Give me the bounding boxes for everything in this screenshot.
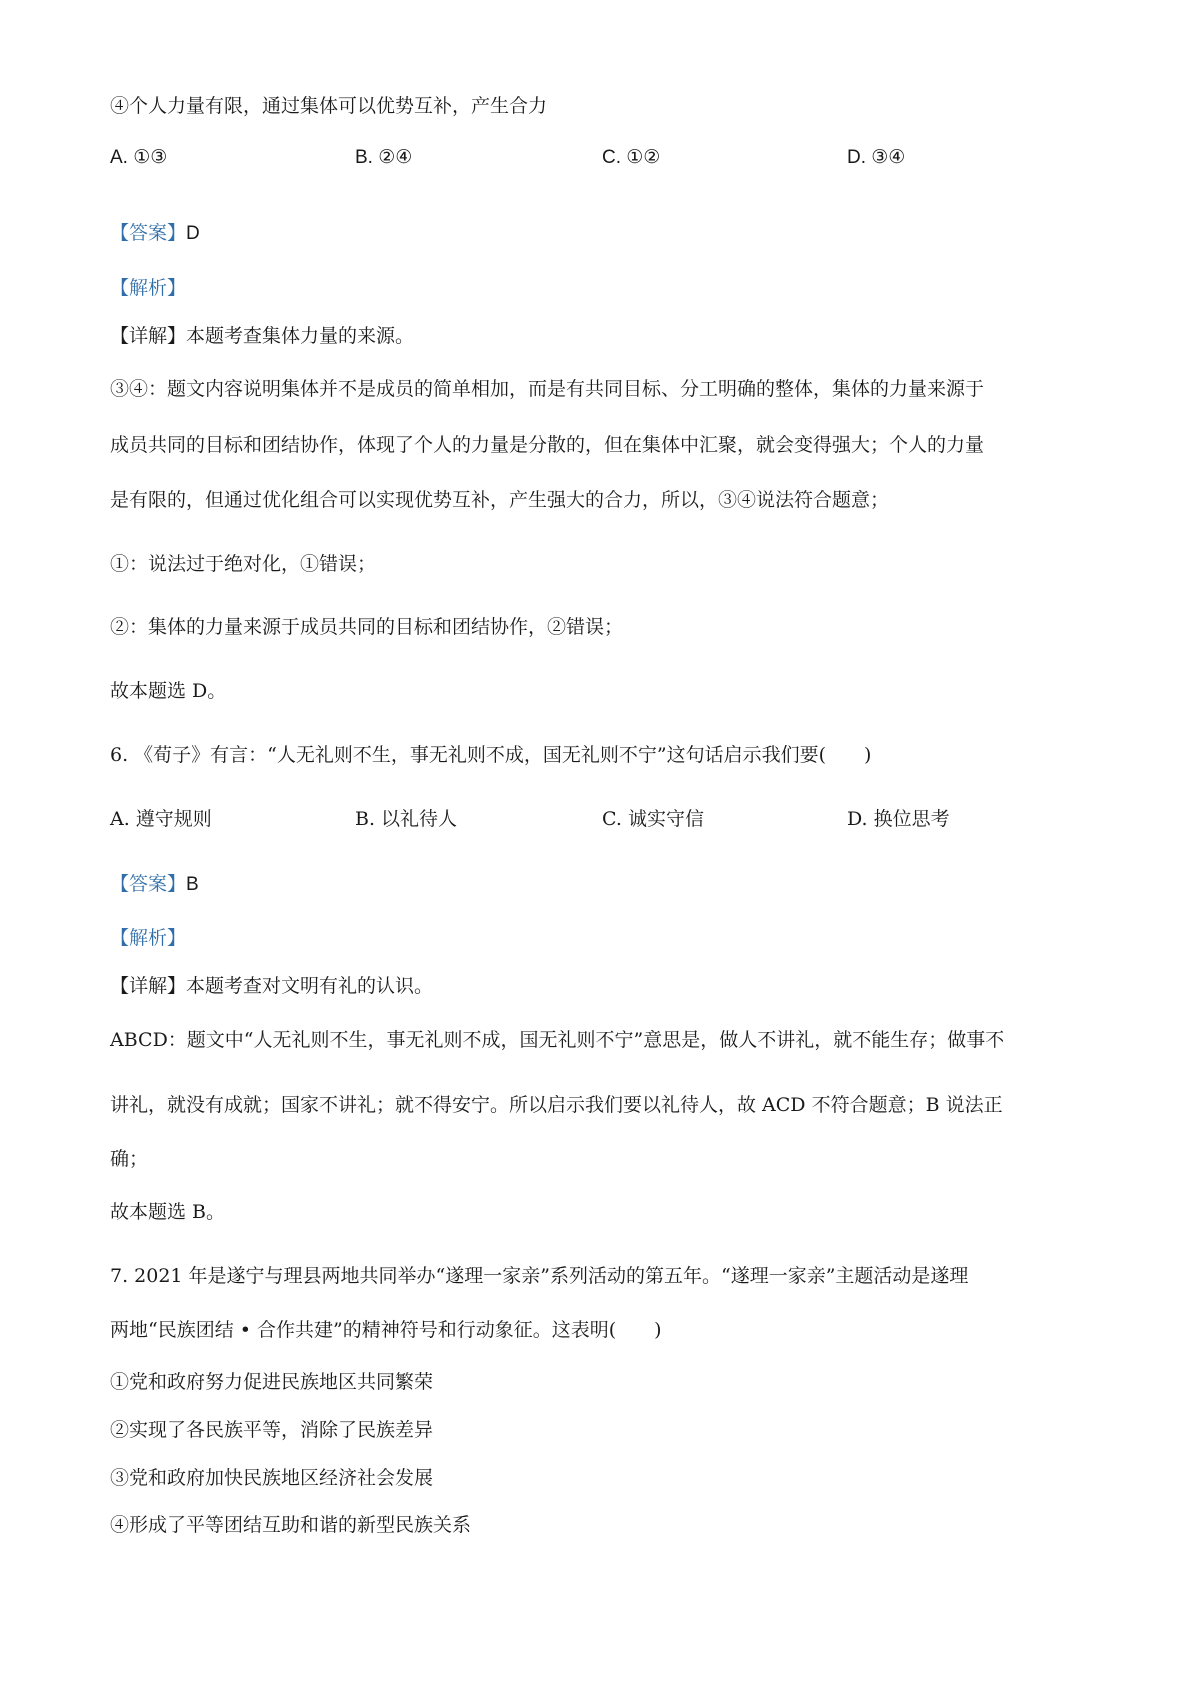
q7-statement-2: ②实现了各民族平等，消除了民族差异 — [110, 1419, 434, 1441]
q5-paragraph-3: 是有限的，但通过优化组合可以实现优势互补，产生强大的合力，所以，③④说法符合题意； — [110, 489, 890, 511]
q6-paragraph-3: 确； — [110, 1148, 149, 1170]
q5-answer — [110, 224, 200, 243]
q6-option-b: B. 以礼待人 — [355, 808, 458, 830]
answer-value: B — [186, 874, 199, 895]
q5-analysis-tag: 【解析】 — [110, 277, 187, 299]
q5-paragraph-4: ①：说法过于绝对化，①错误； — [110, 553, 377, 575]
q6-analysis-tag: 【解析】 — [110, 927, 187, 949]
q5-paragraph-5: ②：集体的力量来源于成员共同的目标和团结协作，②错误； — [110, 616, 624, 638]
q6-answer — [110, 875, 199, 894]
q7-statement-1: ①党和政府努力促进民族地区共同繁荣 — [110, 1371, 434, 1393]
q5-paragraph-1: ③④：题文内容说明集体并不是成员的简单相加，而是有共同目标、分工明确的整体，集体的力量来源于 — [110, 378, 985, 400]
q6-option-d: D. 换位思考 — [847, 808, 950, 830]
q5-paragraph-2: 成员共同的目标和团结协作，体现了个人的力量是分散的，但在集体中汇聚，就会变得强大；个人的力量 — [110, 434, 985, 456]
q7-statement-3: ③党和政府加快民族地区经济社会发展 — [110, 1467, 434, 1489]
q7-statement-4: ④形成了平等团结互助和谐的新型民族关系 — [110, 1514, 472, 1536]
answer-tag: 【答案】 — [110, 222, 187, 244]
answer-tag: 【答案】 — [110, 873, 187, 895]
q6-paragraph-1: ABCD：题文中“人无礼则不生，事无礼则不成，国无礼则不宁”意思是，做人不讲礼，就不能生存；做事不 — [110, 1029, 1005, 1051]
q6-paragraph-2: 讲礼，就没有成就；国家不讲礼；就不得安宁。所以启示我们要以礼待人，故 ACD 不符合题意；B 说法正 — [110, 1094, 1003, 1116]
q5-statement-4: ④个人力量有限，通过集体可以优势互补，产生合力 — [110, 95, 548, 117]
q6-detail: 【详解】本题考查对文明有礼的认识。 — [110, 975, 434, 997]
answer-value: D — [186, 223, 200, 244]
q5-option-b: B. ②④ — [355, 147, 413, 168]
q5-option-c: C. ①② — [602, 147, 661, 168]
q5-detail: 【详解】本题考查集体力量的来源。 — [110, 325, 415, 347]
q5-option-d: D. ③④ — [847, 147, 906, 168]
q5-conclusion: 故本题选 D。 — [110, 680, 227, 702]
q5-option-a: A. ①③ — [110, 147, 168, 168]
q6-conclusion: 故本题选 B。 — [110, 1201, 226, 1223]
q6-question: 6. 《荀子》有言：“人无礼则不生，事无礼则不成，国无礼则不宁”这句话启示我们要( ) — [110, 744, 872, 766]
q7-question-line-1: 7. 2021 年是遂宁与理县两地共同举办“遂理一家亲”系列活动的第五年。“遂理一家亲”主题活动是遂理 — [110, 1265, 969, 1287]
q6-option-a: A. 遵守规则 — [110, 808, 212, 830]
q7-question-line-2: 两地“民族团结 • 合作共建”的精神符号和行动象征。这表明( ) — [110, 1319, 662, 1341]
q6-option-c: C. 诚实守信 — [602, 808, 704, 830]
